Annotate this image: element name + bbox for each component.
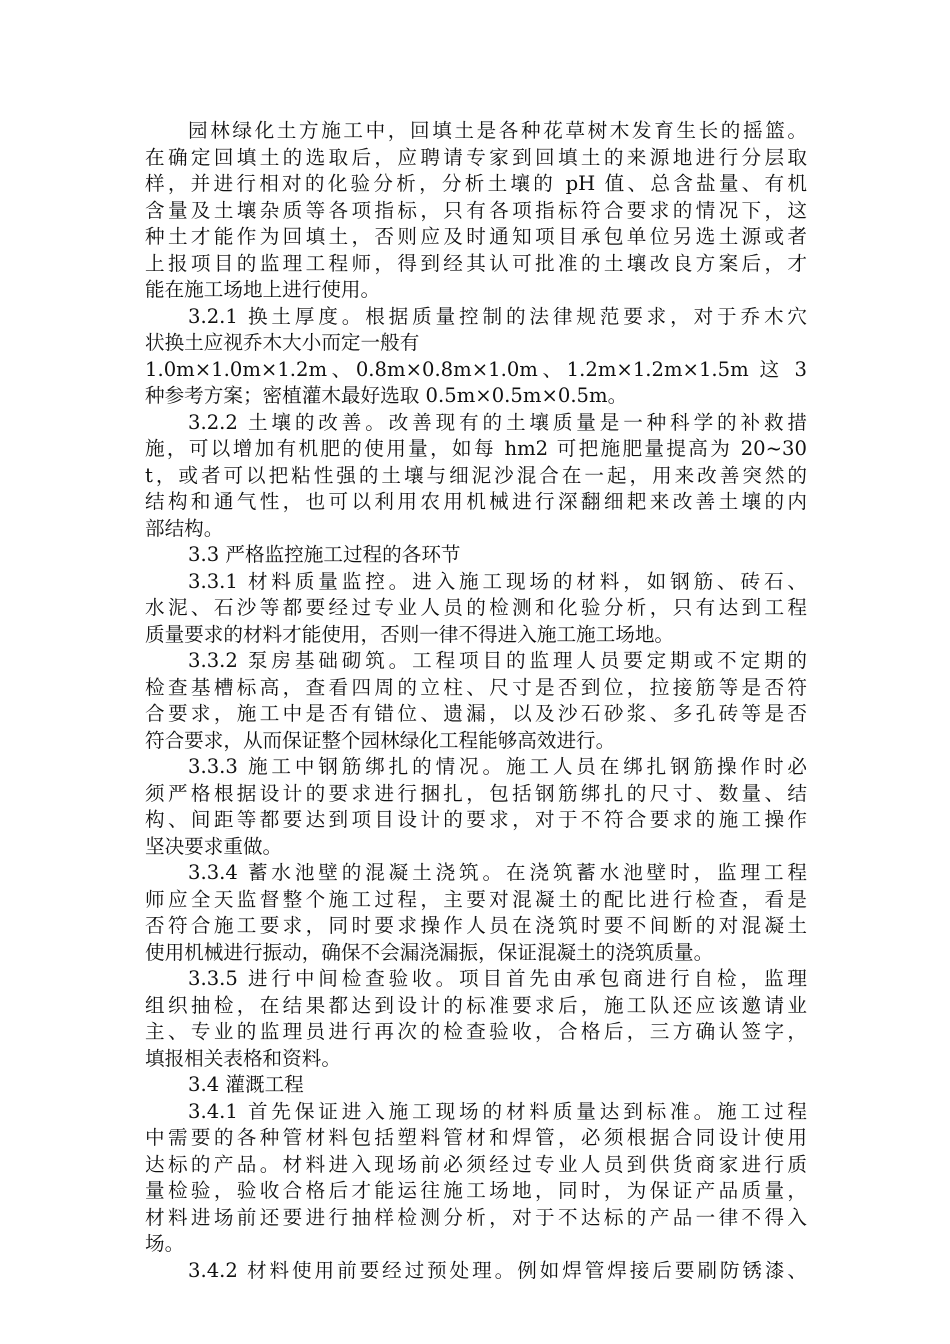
text-line: t，或者可以把粘性强的土壤与细泥沙混合在一起，用来改善突然的 <box>145 463 807 487</box>
text-line: 否符合施工要求，同时要求操作人员在浇筑时要不间断的对混凝土 <box>145 914 807 937</box>
text-line: 3.3.4 蓄水池壁的混凝土浇筑。在浇筑蓄水池壁时，监理工程 <box>188 861 807 884</box>
text-line: 场。 <box>145 1232 185 1255</box>
text-line: 含量及土壤杂质等各项指标，只有各项指标符合要求的情况下，这 <box>145 198 807 222</box>
text-line: 3.4 灌溉工程 <box>188 1073 304 1096</box>
text-line: 主、专业的监理员进行再次的检查验收，合格后，三方确认签字， <box>145 1020 807 1043</box>
document-body <box>145 118 807 1284</box>
text-line: 样，并进行相对的化验分析，分析土壤的 pH 值、总含盐量、有机 <box>145 172 807 195</box>
text-line: 3.3.3 施工中钢筋绑扎的情况。施工人员在绑扎钢筋操作时必 <box>188 755 807 778</box>
text-line: 水泥、石沙等都要经过专业人员的检测和化验分析，只有达到工程 <box>145 596 807 619</box>
text-line: 3.3.1 材料质量监控。进入施工现场的材料，如钢筋、砖石、 <box>188 569 807 593</box>
text-line: 达标的产品。材料进入现场前必须经过专业人员到供货商家进行质 <box>145 1152 807 1176</box>
text-line: 须严格根据设计的要求进行捆扎，包括钢筋绑扎的尺寸、数量、结 <box>145 781 807 805</box>
text-line: 在确定回填土的选取后，应聘请专家到回填土的来源地进行分层取 <box>145 145 807 169</box>
text-line: 部结构。 <box>145 516 224 540</box>
text-line: 质量要求的材料才能使用，否则一律不得进入施工施工场地。 <box>145 622 675 646</box>
text-line: 3.3.5 进行中间检查验收。项目首先由承包商进行自检，监理 <box>188 967 807 990</box>
text-line: 材料进场前还要进行抽样检测分析，对于不达标的产品一律不得入 <box>145 1205 807 1229</box>
text-line: 3.2.2 土壤的改善。改善现有的土壤质量是一种科学的补救措 <box>188 410 807 434</box>
text-line: 坚决要求重做。 <box>145 834 283 858</box>
text-line: 施，可以增加有机肥的使用量，如每 hm2 可把施肥量提高为 20~30 <box>145 437 807 460</box>
text-line: 组织抽检，在结果都达到设计的标准要求后，施工队还应该邀请业 <box>145 993 807 1017</box>
text-line: 能在施工场地上进行使用。 <box>145 278 381 301</box>
text-line: 填报相关表格和资料。 <box>145 1046 341 1070</box>
text-line: 园林绿化土方施工中，回填土是各种花草树木发育生长的摇篮。 <box>188 119 807 142</box>
text-line: 量检验，验收合格后才能运往施工场地，同时，为保证产品质量， <box>145 1179 807 1202</box>
text-line: 3.3 严格监控施工过程的各环节 <box>188 543 461 566</box>
text-line: 1.0m×1.0m×1.2m、0.8m×0.8m×1.0m、1.2m×1.2m×1.5m 这 3 <box>145 357 807 381</box>
text-line: 3.4.2 材料使用前要经过预处理。例如焊管焊接后要刷防锈漆、 <box>188 1258 807 1282</box>
text-line: 构、间距等都要达到项目设计的要求，对于不符合要求的施工操作 <box>145 808 807 831</box>
text-line: 使用机械进行振动，确保不会漏浇漏振，保证混凝土的浇筑质量。 <box>145 940 714 964</box>
text-line: 种参考方案；密植灌木最好选取 0.5m×0.5m×0.5m。 <box>145 384 628 407</box>
text-line: 3.3.2 泵房基础砌筑。工程项目的监理人员要定期或不定期的 <box>188 649 807 672</box>
text-line: 合要求，施工中是否有错位、遗漏，以及沙石砂浆、多孔砖等是否 <box>145 702 807 725</box>
text-line: 结构和通气性，也可以利用农用机械进行深翻细耙来改善土壤的内 <box>145 490 807 513</box>
text-line: 师应全天监督整个施工过程，主要对混凝土的配比进行检查，看是 <box>145 887 807 911</box>
text-line: 3.4.1 首先保证进入施工现场的材料质量达到标准。施工过程 <box>188 1099 807 1123</box>
text-line: 中需要的各种管材料包括塑料管材和焊管，必须根据合同设计使用 <box>145 1126 807 1149</box>
text-line: 状换土应视乔木大小而定一般有 <box>145 331 420 354</box>
text-line: 种土才能作为回填土，否则应及时通知项目承包单位另选土源或者 <box>145 225 807 248</box>
text-line: 3.2.1 换土厚度。根据质量控制的法律规范要求，对于乔木穴 <box>188 304 807 328</box>
text-line: 上报项目的监理工程师，得到经其认可批准的土壤改良方案后，才 <box>145 251 807 275</box>
text-line: 符合要求，从而保证整个园林绿化工程能够高效进行。 <box>145 728 616 752</box>
text-line: 检查基槽标高，查看四周的立柱、尺寸是否到位，拉接筋等是否符 <box>145 675 807 699</box>
